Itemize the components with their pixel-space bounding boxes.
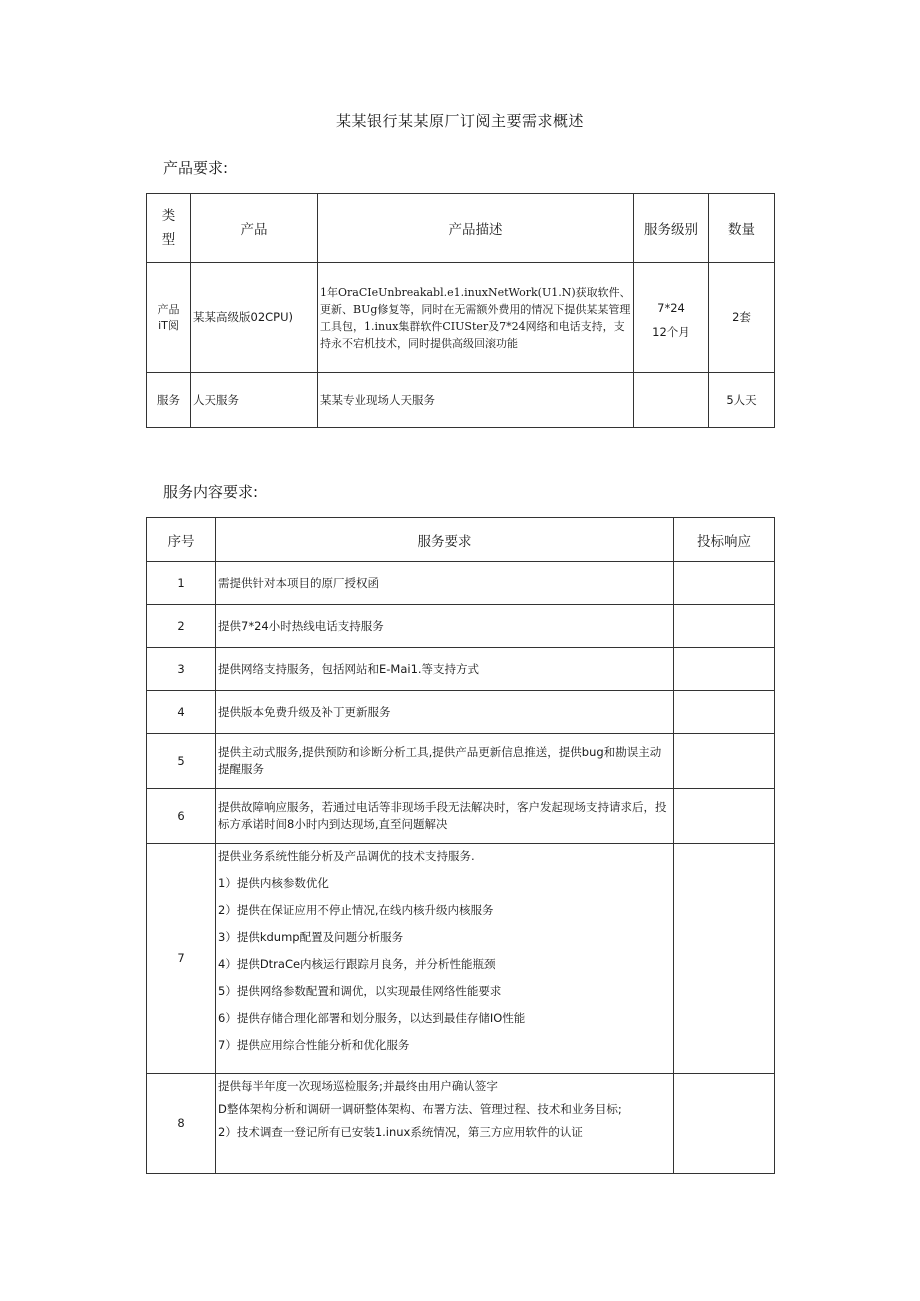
row-index: 1 [147,562,216,605]
row-requirement: 提供网络支持服务，包括网站和E-Mai1.等支持方式 [216,648,674,691]
row-index: 8 [147,1074,216,1174]
table-row [147,605,775,648]
header-requirement: 服务要求 [216,518,674,562]
header-product: 产品 [191,194,318,263]
row-index: 7 [147,844,216,1074]
product-description-cell: 某某专业现场人天服务 [318,373,634,428]
row-index: 2 [147,605,216,648]
requirement-line: 2）技术调查一登记所有已安装1.inux系统情况，第三方应用软件的认证 [218,1125,583,1139]
level-line-2: 12个月 [652,324,690,339]
table-row [147,734,775,789]
service-table [146,517,775,1174]
requirement-line: 7）提供应用综合性能分析和优化服务 [218,1038,410,1052]
product-description-cell: 1年OraCIeUnbreakabl.e1.inuxNetWork(U1.N)获取软件、更新、BUg修复等，同时在无需额外费用的情况下提供某某管理工具包，1.inux集群软件CIUSter及7*24网络和电话支持，支持永不宕机技术，同时提供高级回滚功能 [318,263,634,373]
level-line-1: 7*24 [657,300,685,315]
table-row [147,691,775,734]
product-level-cell [634,263,709,373]
header-type: 类型 [147,194,191,263]
product-name-cell: 某某高级版02CPU) [191,263,318,373]
requirement-line: 1）提供内核参数优化 [218,876,329,890]
row-requirement [216,1074,674,1174]
requirement-line: 6）提供存储合理化部署和划分服务，以达到最佳存储IO性能 [218,1011,526,1025]
service-requirements-heading: 服务内容要求: [163,483,259,501]
row-requirement: 提供故障响应服务，若通过电话等非现场手段无法解决时，客户发起现场支持请求后，投标方承诺时间8小时内到达现场,直至问题解决 [216,789,674,844]
row-requirement [216,844,674,1074]
requirement-line: 2）提供在保证应用不停止情况,在线内核升级内核服务 [218,903,494,917]
row-index: 3 [147,648,216,691]
row-response [674,605,775,648]
row-requirement: 提供版本免费升级及补丁更新服务 [216,691,674,734]
product-type-cell: 服务 [147,373,191,428]
header-response: 投标响应 [674,518,775,562]
product-level-cell [634,373,709,428]
row-response [674,691,775,734]
table-row [147,844,775,1074]
product-table [146,193,775,428]
product-table-header [147,194,775,263]
product-quantity-cell: 5人天 [709,373,775,428]
requirement-line: D整体架构分析和调研一调研整体架构、布署方法、管理过程、技术和业务目标; [218,1102,622,1116]
requirement-line: 提供业务系统性能分析及产品调优的技术支持服务. [218,849,475,863]
header-description: 产品描述 [318,194,634,263]
table-row [147,562,775,605]
row-requirement: 需提供针对本项目的原厂授权函 [216,562,674,605]
table-row [147,648,775,691]
product-requirements-heading: 产品要求: [163,159,229,177]
row-response [674,1074,775,1174]
header-index: 序号 [147,518,216,562]
product-quantity-cell: 2套 [709,263,775,373]
header-quantity: 数量 [709,194,775,263]
row-index: 4 [147,691,216,734]
product-row [147,373,775,428]
product-row [147,263,775,373]
row-response [674,734,775,789]
requirement-line: 提供每半年度一次现场巡检服务;并最终由用户确认签字 [218,1079,498,1093]
document-title: 某某银行某某原厂订阅主要需求概述 [335,112,584,130]
product-name-cell: 人天服务 [191,373,318,428]
requirement-line: 5）提供网络参数配置和调优，以实现最佳网络性能要求 [218,984,502,998]
row-index: 6 [147,789,216,844]
row-requirement: 提供7*24小时热线电话支持服务 [216,605,674,648]
service-table-header [147,518,775,562]
requirement-line: 3）提供kdump配置及问题分析服务 [218,930,404,944]
product-type-cell: 产品iT阅 [147,263,191,373]
row-response [674,844,775,1074]
row-response [674,789,775,844]
row-index: 5 [147,734,216,789]
row-response [674,648,775,691]
row-requirement: 提供主动式服务,提供预防和诊断分析工具,提供产品更新信息推送，提供bug和勘误主动提醒服务 [216,734,674,789]
row-response [674,562,775,605]
requirement-line: 4）提供DtraCe内核运行跟踪月良务，并分析性能瓶颈 [218,957,496,971]
table-row [147,1074,775,1174]
table-row [147,789,775,844]
header-service-level: 服务级别 [634,194,709,263]
